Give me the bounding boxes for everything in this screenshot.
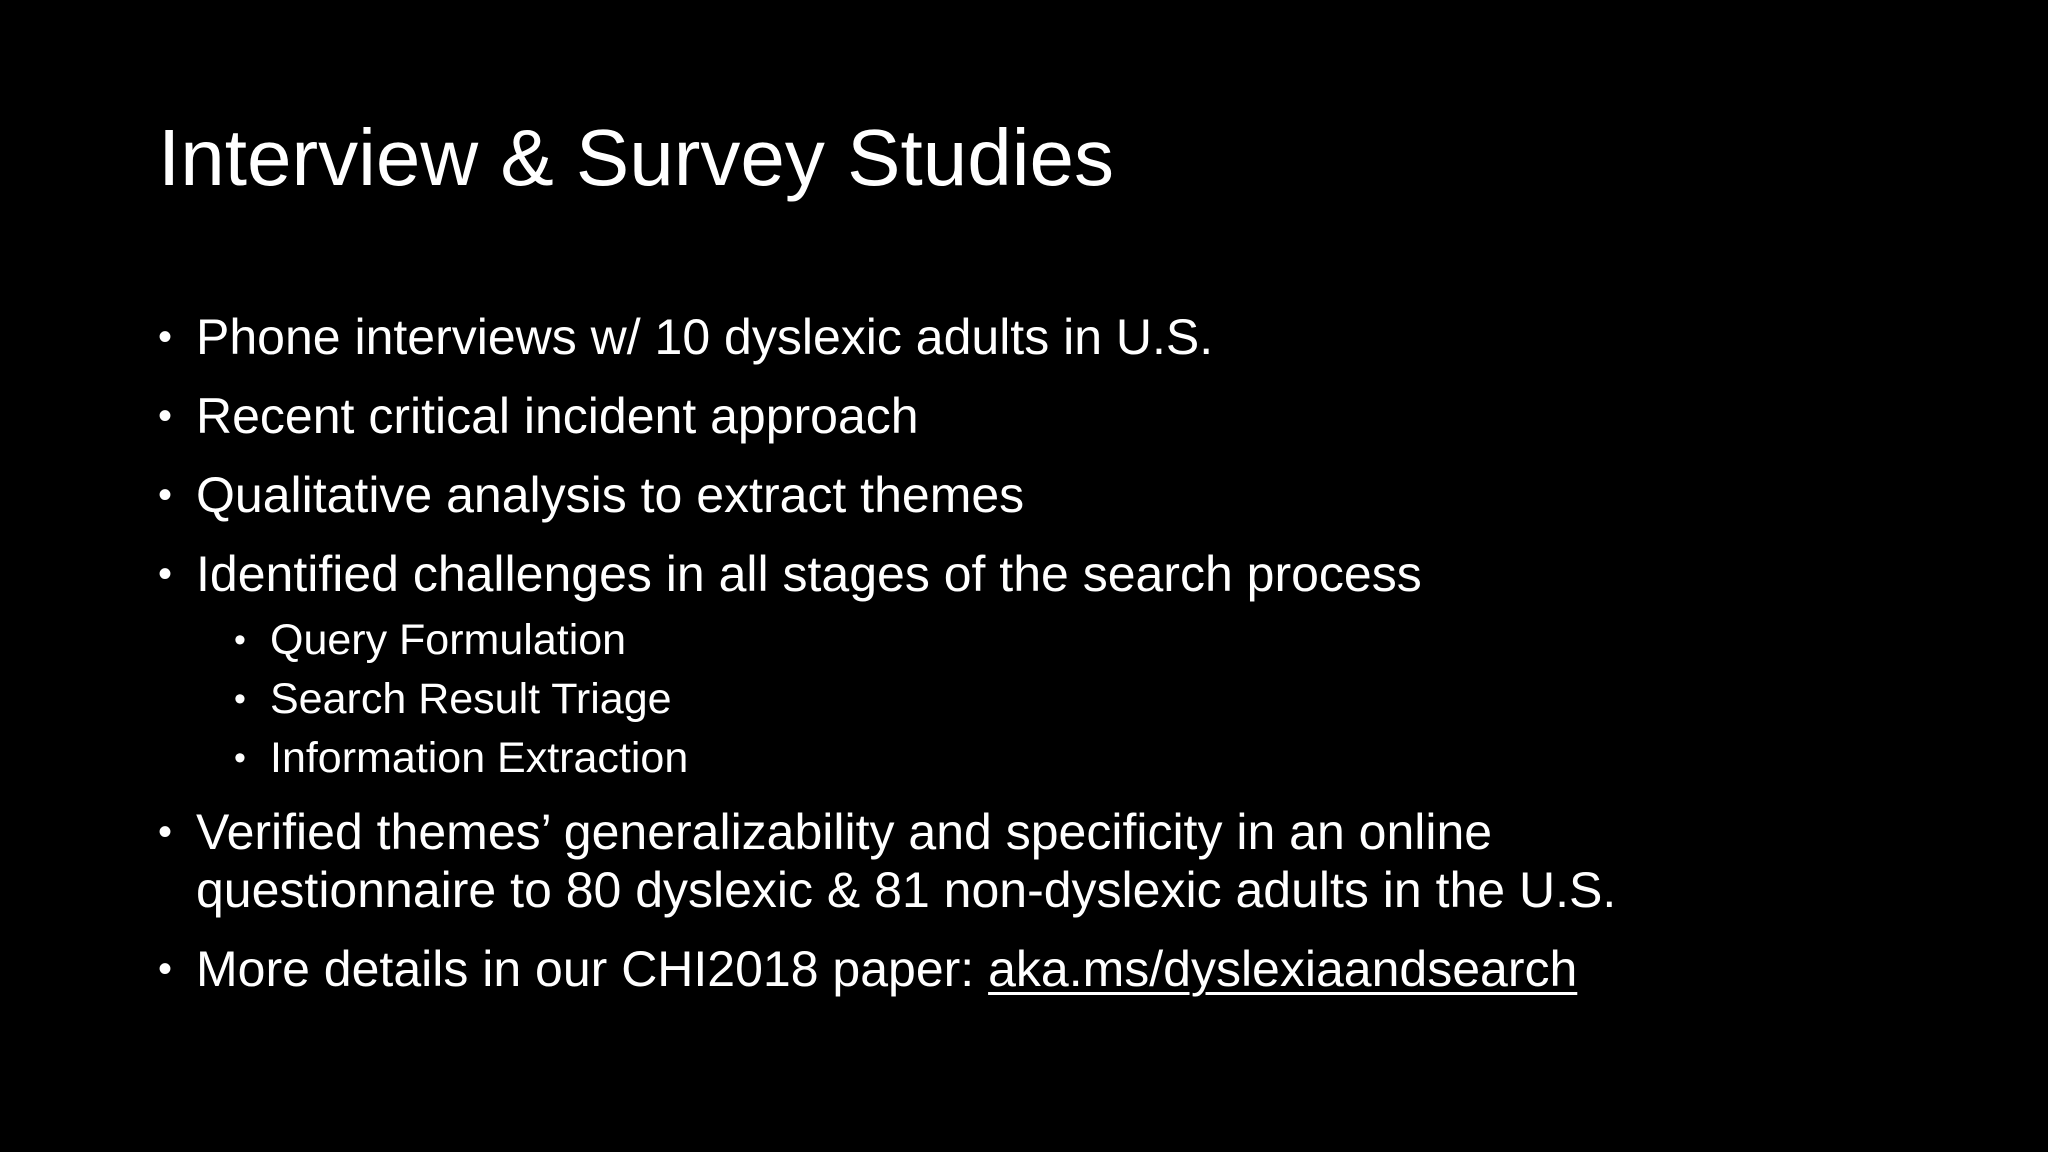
sub-bullet-marker: •	[234, 680, 246, 718]
bullet-text: Qualitative analysis to extract themes	[196, 467, 1025, 523]
bullet-marker: •	[158, 394, 173, 438]
bullet-marker: •	[158, 473, 173, 517]
bullet-marker: •	[158, 552, 173, 596]
paper-link[interactable]: aka.ms/dyslexiaandsearch	[988, 941, 1578, 997]
bullet-marker: •	[158, 810, 173, 854]
sub-bullet-text: Query Formulation	[270, 616, 627, 664]
slide-title: Interview & Survey Studies	[158, 113, 1114, 202]
bullet-text: Identified challenges in all stages of the search process	[196, 546, 1422, 602]
sub-bullet-text: Information Extraction	[270, 734, 689, 782]
bullet-text-line-2: questionnaire to 80 dyslexic & 81 non-dyslexic adults in the U.S.	[196, 862, 1617, 918]
bullet-marker: •	[158, 315, 173, 359]
bullet-text: Phone interviews w/ 10 dyslexic adults in U.S.	[196, 309, 1214, 365]
sub-bullet-text: Search Result Triage	[270, 675, 672, 723]
sub-bullet-marker: •	[234, 621, 246, 659]
bullet-text	[196, 940, 1577, 998]
bullet-text: Recent critical incident approach	[196, 388, 919, 444]
bullet-text-prefix: More details in our CHI2018 paper:	[196, 941, 989, 997]
bullet-marker: •	[158, 947, 173, 991]
sub-bullet-marker: •	[234, 739, 246, 777]
bullet-text-line-1: Verified themes’ generalizability and specificity in an online	[196, 804, 1493, 860]
